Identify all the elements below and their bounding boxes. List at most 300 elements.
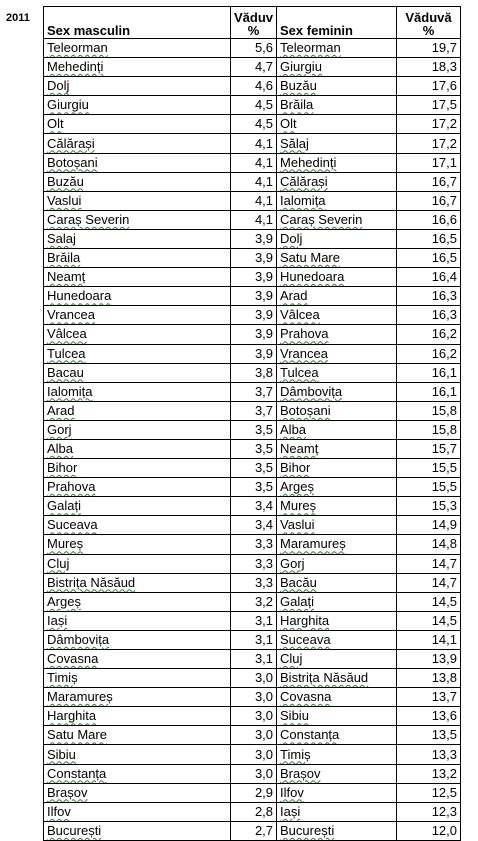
male-county-cell [44, 363, 231, 382]
female-county-cell [277, 344, 397, 363]
male-percent-cell: 3,3 [231, 554, 277, 573]
male-county-cell [44, 650, 231, 669]
female-percent-cell: 13,3 [397, 745, 461, 764]
female-percent-header [397, 7, 461, 39]
year-label: 2011 [6, 12, 30, 24]
female-percent-cell: 17,1 [397, 153, 461, 172]
male-county-cell-text: Argeș [47, 593, 81, 609]
female-county-cell-text: Sibiu [280, 708, 309, 724]
female-county-cell-text: Brăila [280, 97, 314, 113]
male-percent-cell: 3,5 [231, 439, 277, 458]
male-county-cell [44, 134, 231, 153]
male-percent-cell: 3,5 [231, 420, 277, 439]
male-county-cell [44, 420, 231, 439]
female-county-cell-text: Covasna [280, 689, 332, 705]
male-county-cell [44, 573, 231, 592]
male-county-cell [44, 745, 231, 764]
female-county-cell [277, 459, 397, 478]
female-county-cell [277, 306, 397, 325]
male-county-cell-text: București [47, 822, 102, 838]
male-county-cell [44, 439, 231, 458]
male-percent-cell: 2,9 [231, 783, 277, 802]
female-county-cell [277, 325, 397, 344]
female-percent-cell: 18,3 [397, 58, 461, 77]
male-county-cell [44, 382, 231, 401]
male-percent-cell: 3,0 [231, 726, 277, 745]
table-row [44, 420, 461, 439]
male-county-cell-text: Iași [47, 612, 68, 628]
male-county-cell-text: Galați [47, 498, 81, 514]
female-percent-cell: 13,7 [397, 688, 461, 707]
male-county-cell [44, 707, 231, 726]
male-county-cell-text: Dâmbovița [47, 631, 110, 647]
table-row [44, 115, 461, 134]
table-row [44, 821, 461, 840]
male-county-cell-text: Buzău [47, 173, 84, 189]
table-row [44, 77, 461, 96]
female-county-cell [277, 592, 397, 611]
female-county-cell-text: Dâmbovița [280, 383, 343, 399]
female-county-cell-text: București [280, 822, 335, 838]
male-county-cell [44, 39, 231, 58]
male-county-cell [44, 58, 231, 77]
female-percent-cell: 16,4 [397, 268, 461, 287]
female-percent-cell: 16,1 [397, 382, 461, 401]
male-percent-cell: 3,9 [231, 287, 277, 306]
male-county-cell [44, 268, 231, 287]
female-county-cell-text: Mureș [280, 498, 317, 514]
female-county-cell-text: Olt [280, 116, 297, 132]
male-percent-cell: 3,9 [231, 306, 277, 325]
female-percent-cell: 14,9 [397, 516, 461, 535]
male-county-cell [44, 115, 231, 134]
female-county-cell-text: Vrancea [280, 345, 328, 361]
female-county-cell-text: Vâlcea [280, 307, 320, 323]
male-percent-cell: 3,9 [231, 249, 277, 268]
male-county-cell-text: Giurgiu [47, 97, 89, 113]
female-county-cell [277, 554, 397, 573]
male-county-cell-text: Caraș Severin [47, 211, 130, 227]
female-percent-cell: 16,7 [397, 172, 461, 191]
male-county-cell-text: Mureș [47, 536, 84, 552]
table-row [44, 516, 461, 535]
male-percent-cell: 3,0 [231, 707, 277, 726]
table-row [44, 363, 461, 382]
female-county-cell-text: Gorj [280, 555, 305, 571]
female-county-cell-text: Arad [280, 288, 308, 304]
male-county-cell-text: Harghita [47, 708, 97, 724]
table-row [44, 58, 461, 77]
male-county-cell [44, 77, 231, 96]
male-county-cell-text: Gorj [47, 421, 72, 437]
female-county-cell [277, 172, 397, 191]
male-county-cell-text: Prahova [47, 479, 96, 495]
table-row [44, 344, 461, 363]
table-row [44, 535, 461, 554]
table-row [44, 382, 461, 401]
male-county-cell-text: Ilfov [47, 803, 71, 819]
female-percent-cell: 16,6 [397, 210, 461, 229]
male-percent-cell: 3,7 [231, 382, 277, 401]
female-county-cell-text: Botoșani [280, 402, 331, 418]
female-county-cell-text: Bistrița Năsăud [280, 670, 369, 686]
female-county-cell [277, 478, 397, 497]
female-county-cell [277, 439, 397, 458]
male-county-cell [44, 249, 231, 268]
widowhood-table [43, 6, 461, 841]
male-county-cell [44, 783, 231, 802]
female-percent-cell: 16,3 [397, 306, 461, 325]
female-column-header: Sex feminin [277, 7, 397, 39]
female-county-cell-text: Teleorman [280, 40, 341, 56]
female-percent-cell: 15,7 [397, 439, 461, 458]
male-percent-cell: 3,9 [231, 344, 277, 363]
female-county-cell-text: Galați [280, 593, 314, 609]
female-county-cell [277, 382, 397, 401]
female-percent-cell: 13,5 [397, 726, 461, 745]
male-percent-cell: 4,1 [231, 172, 277, 191]
male-percent-cell: 3,8 [231, 363, 277, 382]
female-county-cell-text: Mehedinți [280, 154, 337, 170]
table-row [44, 611, 461, 630]
table-row [44, 802, 461, 821]
female-percent-cell: 12,0 [397, 821, 461, 840]
table-row [44, 726, 461, 745]
male-percent-cell: 4,5 [231, 96, 277, 115]
female-county-cell [277, 287, 397, 306]
female-percent-cell: 14,7 [397, 554, 461, 573]
table-row [44, 707, 461, 726]
female-percent-header-line2: % [422, 23, 435, 38]
male-percent-cell: 4,1 [231, 134, 277, 153]
male-percent-cell: 4,5 [231, 115, 277, 134]
male-county-cell-text: Botoșani [47, 154, 98, 170]
female-county-cell [277, 535, 397, 554]
female-county-cell-text: Dolj [280, 230, 303, 246]
female-county-cell [277, 821, 397, 840]
male-percent-cell: 4,1 [231, 153, 277, 172]
male-percent-cell: 3,3 [231, 573, 277, 592]
table-row [44, 554, 461, 573]
male-county-cell-text: Vâlcea [47, 326, 87, 342]
table-row [44, 306, 461, 325]
table-row [44, 249, 461, 268]
female-percent-cell: 19,7 [397, 39, 461, 58]
female-county-cell-text: Maramureș [280, 536, 346, 552]
male-county-cell [44, 669, 231, 688]
male-percent-cell: 3,4 [231, 516, 277, 535]
table-row [44, 401, 461, 420]
male-county-cell-text: Arad [47, 402, 75, 418]
male-county-cell [44, 630, 231, 649]
male-percent-cell: 3,9 [231, 268, 277, 287]
male-county-cell [44, 459, 231, 478]
table-row [44, 172, 461, 191]
male-county-cell-text: Dolj [47, 78, 70, 94]
header-row [44, 7, 461, 39]
female-county-cell [277, 229, 397, 248]
female-percent-cell: 16,1 [397, 363, 461, 382]
male-county-cell [44, 229, 231, 248]
female-percent-cell: 13,8 [397, 669, 461, 688]
male-percent-header [231, 7, 277, 39]
male-percent-cell: 2,7 [231, 821, 277, 840]
female-percent-cell: 17,6 [397, 77, 461, 96]
male-county-cell [44, 821, 231, 840]
table-row [44, 630, 461, 649]
female-county-cell-text: Brașov [280, 765, 321, 781]
female-percent-cell: 14,1 [397, 630, 461, 649]
female-percent-cell: 17,2 [397, 134, 461, 153]
male-percent-cell: 3,1 [231, 630, 277, 649]
male-county-cell [44, 497, 231, 516]
female-county-cell [277, 96, 397, 115]
female-percent-cell: 13,6 [397, 707, 461, 726]
female-percent-header-line1: Văduvă [405, 10, 452, 25]
male-county-cell-text: Bistrița Năsăud [47, 574, 136, 590]
female-county-cell-text: Ilfov [280, 784, 304, 800]
table-row [44, 268, 461, 287]
male-county-cell [44, 153, 231, 172]
table-row [44, 191, 461, 210]
table-row [44, 39, 461, 58]
male-percent-cell: 4,6 [231, 77, 277, 96]
male-county-cell [44, 554, 231, 573]
female-county-cell [277, 669, 397, 688]
male-county-cell-text: Neamț [47, 269, 86, 285]
male-county-cell-text: Olt [47, 116, 64, 132]
male-county-cell [44, 306, 231, 325]
male-county-cell-text: Satu Mare [47, 727, 107, 743]
female-county-cell [277, 134, 397, 153]
female-county-cell-text: Ialomița [280, 192, 326, 208]
male-county-cell [44, 325, 231, 344]
male-county-cell-text: Maramureș [47, 689, 113, 705]
female-county-cell-text: Satu Mare [280, 250, 340, 266]
male-county-cell [44, 516, 231, 535]
male-county-cell-text: Covasna [47, 651, 99, 667]
male-county-cell-text: Bihor [47, 460, 78, 476]
female-county-cell [277, 764, 397, 783]
table-row [44, 650, 461, 669]
male-county-cell [44, 611, 231, 630]
female-percent-cell: 14,5 [397, 611, 461, 630]
female-county-cell-text: Prahova [280, 326, 329, 342]
male-county-cell [44, 287, 231, 306]
table-row [44, 478, 461, 497]
male-county-cell-text: Bacau [47, 364, 84, 380]
female-percent-cell: 15,8 [397, 401, 461, 420]
male-county-cell-text: Alba [47, 441, 74, 457]
male-county-cell-text: Ialomița [47, 383, 93, 399]
female-percent-cell: 12,3 [397, 802, 461, 821]
female-percent-cell: 14,8 [397, 535, 461, 554]
table-row [44, 229, 461, 248]
table-row [44, 459, 461, 478]
male-percent-cell: 3,4 [231, 497, 277, 516]
female-percent-cell: 14,5 [397, 592, 461, 611]
female-percent-cell: 16,2 [397, 344, 461, 363]
female-county-cell [277, 497, 397, 516]
female-county-cell [277, 153, 397, 172]
female-county-cell-text: Harghita [280, 612, 330, 628]
table-row [44, 153, 461, 172]
female-county-cell-text: Suceava [280, 631, 331, 647]
male-percent-cell: 4,1 [231, 210, 277, 229]
female-county-cell [277, 210, 397, 229]
male-county-cell [44, 535, 231, 554]
table-row [44, 439, 461, 458]
male-percent-cell: 3,0 [231, 764, 277, 783]
table-row [44, 210, 461, 229]
male-column-header: Sex masculin [44, 7, 231, 39]
male-county-cell [44, 688, 231, 707]
male-percent-cell: 3,1 [231, 650, 277, 669]
female-county-cell [277, 191, 397, 210]
female-county-cell-text: Alba [280, 421, 307, 437]
female-percent-cell: 17,5 [397, 96, 461, 115]
female-percent-cell: 15,3 [397, 497, 461, 516]
male-percent-cell: 3,3 [231, 535, 277, 554]
female-percent-cell: 16,7 [397, 191, 461, 210]
male-percent-cell: 3,9 [231, 325, 277, 344]
male-county-cell [44, 764, 231, 783]
female-percent-cell: 12,5 [397, 783, 461, 802]
female-county-cell [277, 249, 397, 268]
male-percent-cell: 4,7 [231, 58, 277, 77]
female-county-cell-text: Neamț [280, 441, 319, 457]
female-county-cell [277, 77, 397, 96]
female-county-cell [277, 268, 397, 287]
male-percent-cell: 3,0 [231, 688, 277, 707]
male-percent-header-line2: % [247, 23, 260, 38]
table-row [44, 688, 461, 707]
male-percent-cell: 4,1 [231, 191, 277, 210]
female-percent-cell: 16,5 [397, 249, 461, 268]
table-row [44, 497, 461, 516]
male-county-cell-text: Timiș [47, 670, 78, 686]
male-percent-cell: 3,1 [231, 611, 277, 630]
male-county-cell-text: Brașov [47, 784, 88, 800]
male-county-cell-text: Tulcea [47, 345, 86, 361]
female-county-cell [277, 650, 397, 669]
table-row [44, 745, 461, 764]
female-county-cell-text: Tulcea [280, 364, 319, 380]
male-county-cell-text: Constanța [47, 765, 107, 781]
male-county-cell [44, 172, 231, 191]
female-county-cell-text: Călărași [280, 173, 328, 189]
female-percent-cell: 15,5 [397, 459, 461, 478]
female-county-cell-text: Bihor [280, 460, 311, 476]
table-row [44, 783, 461, 802]
male-county-cell-text: Vrancea [47, 307, 95, 323]
male-county-cell-text: Sibiu [47, 746, 76, 762]
female-county-cell-text: Argeș [280, 479, 314, 495]
male-county-cell [44, 726, 231, 745]
female-county-cell-text: Caraș Severin [280, 211, 363, 227]
table-row [44, 325, 461, 344]
male-county-cell-text: Teleorman [47, 40, 108, 56]
table-row [44, 134, 461, 153]
female-county-cell-text: Cluj [280, 651, 303, 667]
female-county-cell [277, 573, 397, 592]
table-row [44, 669, 461, 688]
male-percent-header-line1: Văduv [234, 10, 274, 25]
female-percent-cell: 16,2 [397, 325, 461, 344]
female-county-cell-text: Vaslui [280, 517, 315, 533]
male-percent-cell: 3,7 [231, 401, 277, 420]
female-county-cell [277, 802, 397, 821]
female-county-cell [277, 611, 397, 630]
male-county-cell-text: Cluj [47, 555, 70, 571]
female-county-cell [277, 516, 397, 535]
table-row [44, 592, 461, 611]
male-county-cell [44, 478, 231, 497]
female-percent-cell: 15,8 [397, 420, 461, 439]
male-county-cell-text: Hunedoara [47, 288, 112, 304]
female-county-cell-text: Timiș [280, 746, 311, 762]
female-county-cell [277, 745, 397, 764]
table-row [44, 573, 461, 592]
female-county-cell-text: Bacău [280, 574, 317, 590]
female-county-cell-text: Sălaj [280, 135, 309, 151]
male-county-cell [44, 592, 231, 611]
female-county-cell [277, 58, 397, 77]
female-percent-cell: 14,7 [397, 573, 461, 592]
male-percent-cell: 3,9 [231, 229, 277, 248]
female-percent-cell: 16,3 [397, 287, 461, 306]
table-row [44, 764, 461, 783]
female-county-cell-text: Buzău [280, 78, 317, 94]
female-percent-cell: 13,9 [397, 650, 461, 669]
female-county-cell [277, 726, 397, 745]
male-percent-cell: 3,2 [231, 592, 277, 611]
male-county-cell [44, 344, 231, 363]
male-percent-cell: 2,8 [231, 802, 277, 821]
table-row [44, 287, 461, 306]
female-percent-cell: 15,5 [397, 478, 461, 497]
female-county-cell [277, 39, 397, 58]
male-county-cell [44, 210, 231, 229]
male-county-cell-text: Mehedinți [47, 59, 104, 75]
female-county-cell-text: Giurgiu [280, 59, 322, 75]
female-county-cell [277, 401, 397, 420]
male-percent-cell: 3,5 [231, 478, 277, 497]
male-percent-cell: 3,0 [231, 669, 277, 688]
male-percent-cell: 3,5 [231, 459, 277, 478]
male-county-cell-text: Brăila [47, 250, 81, 266]
male-percent-cell: 5,6 [231, 39, 277, 58]
female-county-cell-text: Constanța [280, 727, 340, 743]
female-county-cell-text: Hunedoara [280, 269, 345, 285]
female-county-cell [277, 707, 397, 726]
female-percent-cell: 13,2 [397, 764, 461, 783]
female-percent-cell: 17,2 [397, 115, 461, 134]
female-percent-cell: 16,5 [397, 229, 461, 248]
table-body [44, 39, 461, 841]
male-county-cell-text: Salaj [47, 230, 76, 246]
male-percent-cell: 3,0 [231, 745, 277, 764]
table-row [44, 96, 461, 115]
female-county-cell [277, 420, 397, 439]
female-county-cell [277, 115, 397, 134]
male-county-cell [44, 802, 231, 821]
female-county-cell [277, 783, 397, 802]
male-county-cell-text: Călărași [47, 135, 95, 151]
female-county-cell [277, 363, 397, 382]
male-county-cell [44, 96, 231, 115]
female-county-cell [277, 630, 397, 649]
